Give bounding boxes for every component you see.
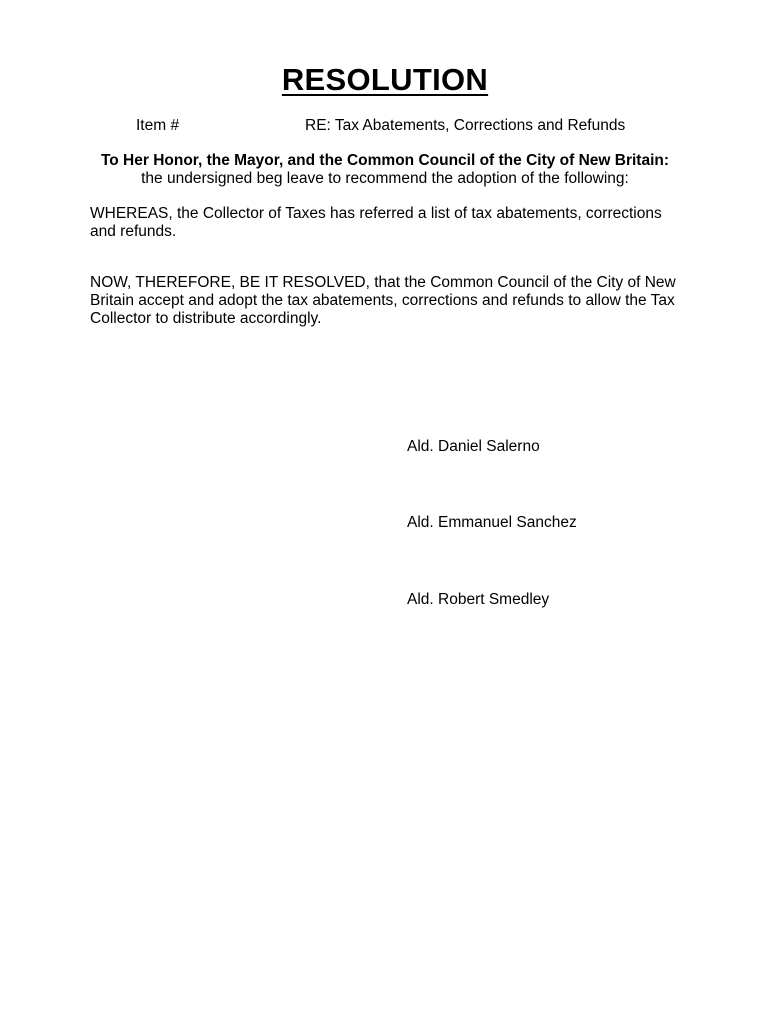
- document-title: RESOLUTION: [281, 62, 489, 97]
- item-number-label: Item #: [136, 117, 180, 134]
- recommendation-line: the undersigned beg leave to recommend the adoption of the following:: [141, 170, 629, 187]
- resolved-paragraph: NOW, THEREFORE, BE IT RESOLVED, that the Common Council of the City of New Britain accept and adopt the tax abatements, corrections and refunds to allow the Tax Collector to distribute accordingly.: [90, 274, 676, 327]
- subject-line: RE: Tax Abatements, Corrections and Refunds: [305, 117, 626, 134]
- signer-name: Ald. Robert Smedley: [407, 591, 550, 608]
- addressee-line: To Her Honor, the Mayor, and the Common Council of the City of New Britain:: [100, 152, 670, 169]
- whereas-paragraph: WHEREAS, the Collector of Taxes has referred a list of tax abatements, corrections and refunds.: [90, 205, 662, 240]
- signer-name: Ald. Daniel Salerno: [407, 438, 540, 455]
- signer-name: Ald. Emmanuel Sanchez: [407, 514, 577, 531]
